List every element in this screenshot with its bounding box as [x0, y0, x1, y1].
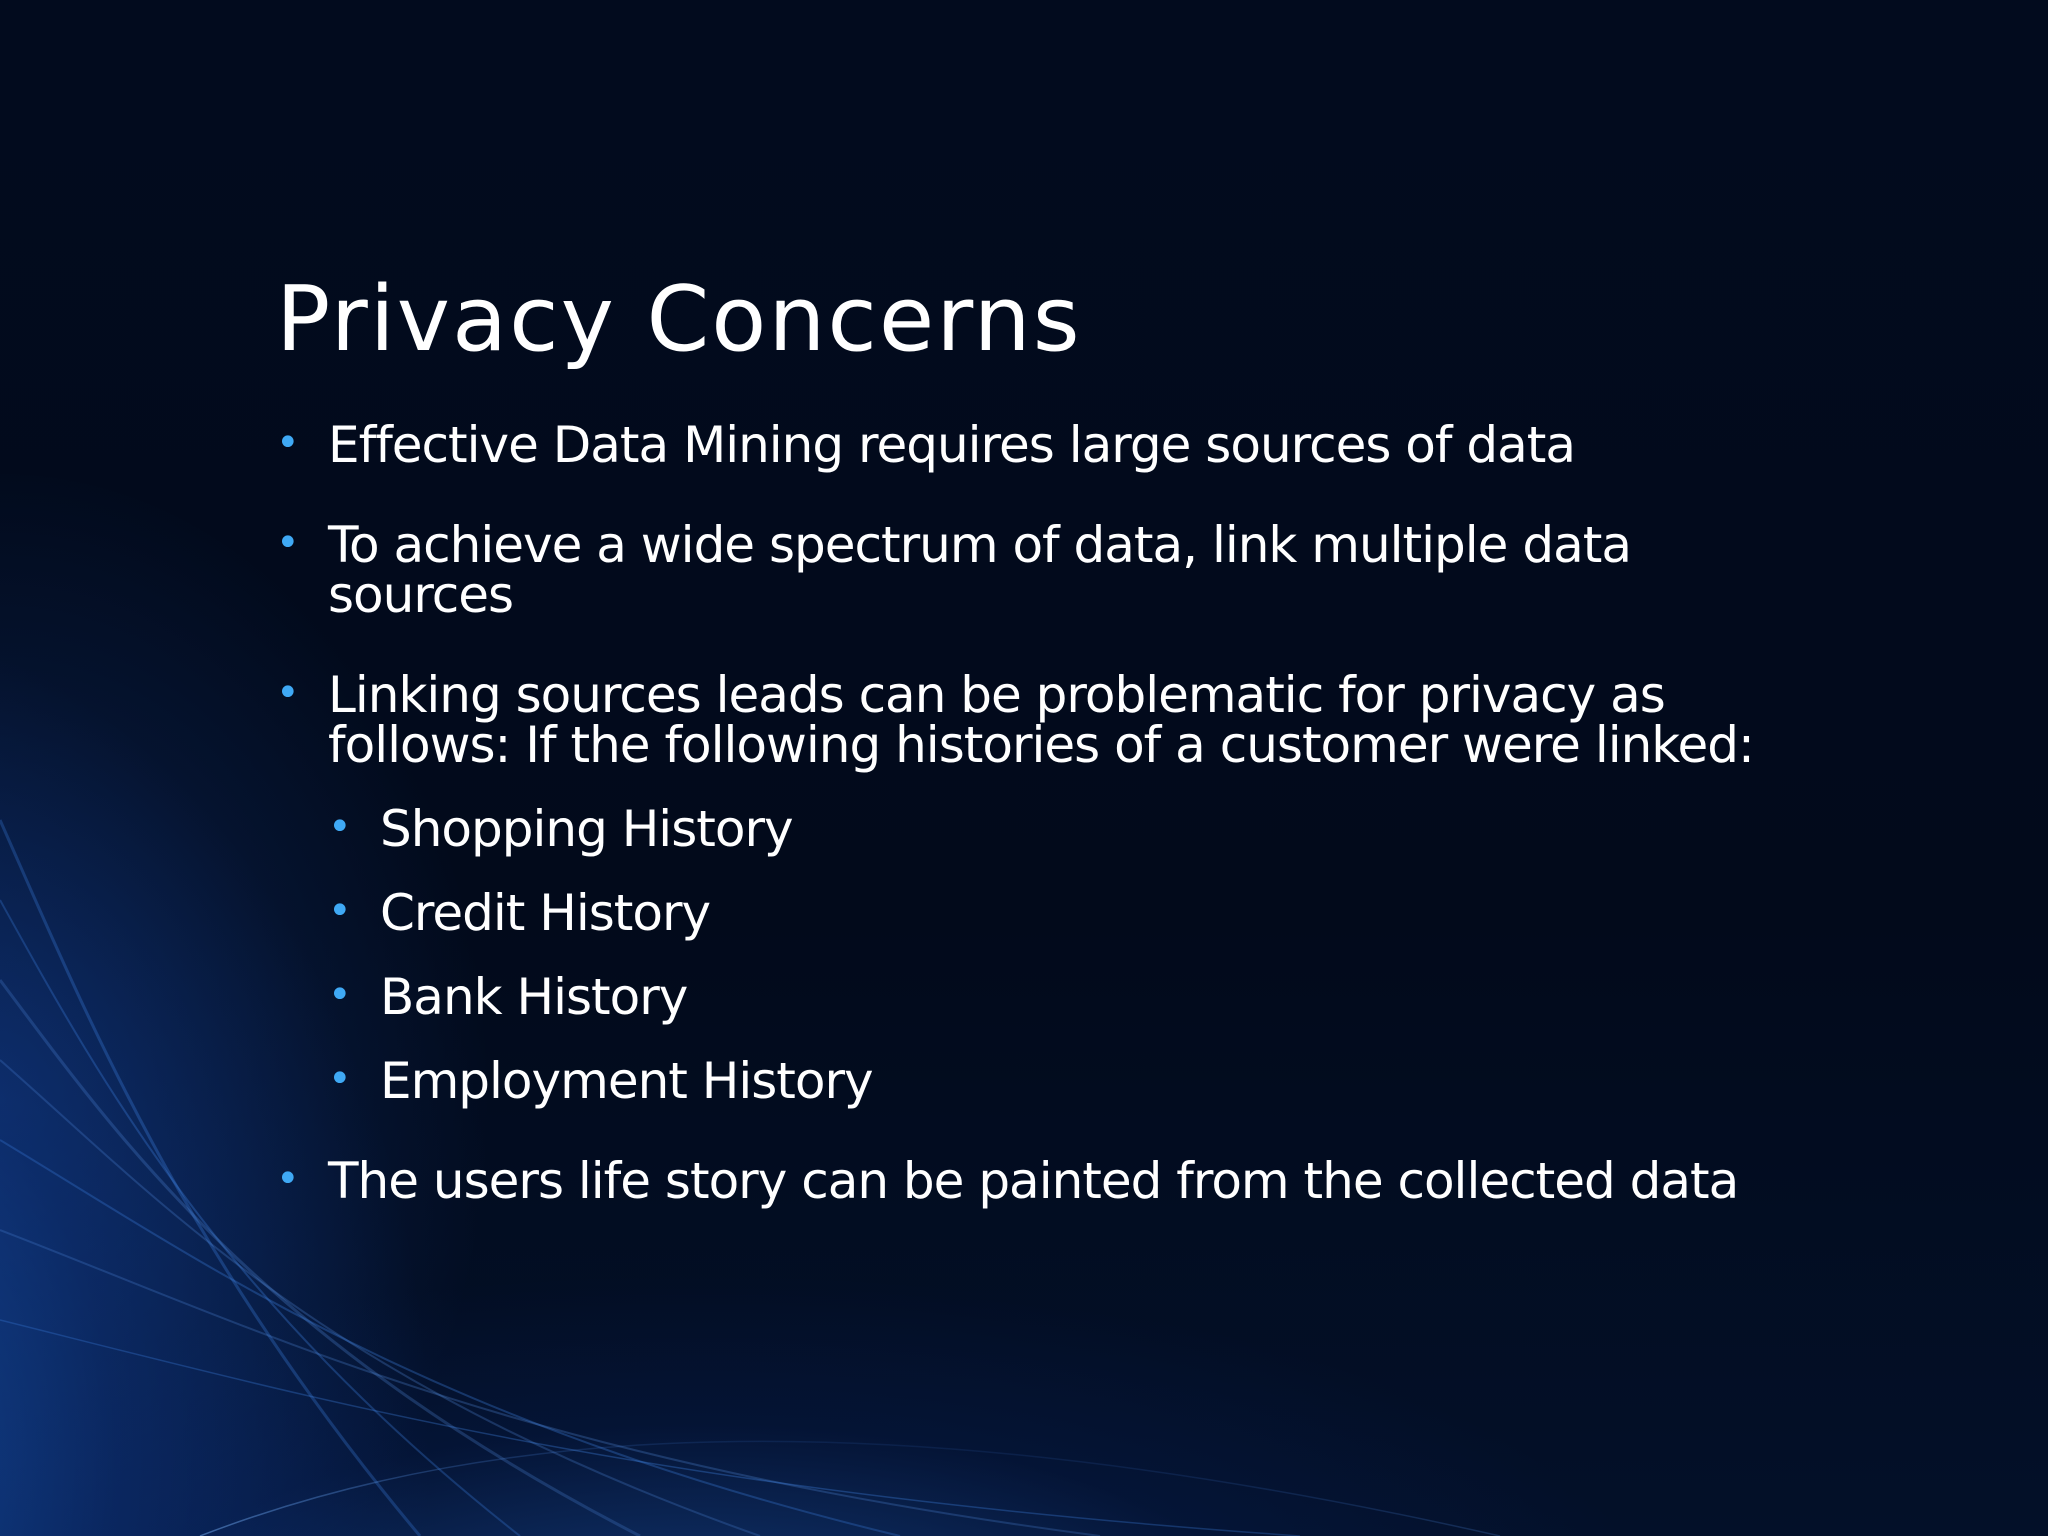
bullet-dot-icon: • — [328, 972, 351, 1018]
bullet-dot-icon: • — [276, 420, 299, 466]
bullet-text: The users life story can be painted from the collected data — [328, 1152, 1739, 1210]
slide-title: Privacy Concerns — [276, 267, 1082, 372]
bullet-item — [276, 516, 1776, 624]
sub-bullet-item — [276, 800, 1776, 858]
sub-bullet-item — [276, 968, 1776, 1026]
sub-bullet-text: Employment History — [380, 1052, 873, 1110]
bullet-dot-icon: • — [328, 804, 351, 850]
sub-bullet-item — [276, 884, 1776, 942]
bullet-text: To achieve a wide spectrum of data, link multiple data sources — [328, 516, 1631, 624]
bullet-item — [276, 666, 1776, 774]
sub-bullet-text: Bank History — [380, 968, 688, 1026]
bullet-list — [276, 416, 1776, 1210]
bullet-dot-icon: • — [328, 888, 351, 934]
bullet-text: Linking sources leads can be problematic for privacy as follows: If the following histories of a customer were linked: — [328, 666, 1754, 774]
bullet-item — [276, 416, 1776, 474]
bullet-item — [276, 1152, 1776, 1210]
sub-bullet-text: Shopping History — [380, 800, 793, 858]
bullet-dot-icon: • — [328, 1056, 351, 1102]
sub-bullet-item — [276, 1052, 1776, 1110]
bullet-dot-icon: • — [276, 520, 299, 566]
sub-bullet-text: Credit History — [380, 884, 711, 942]
bullet-dot-icon: • — [276, 670, 299, 716]
bullet-dot-icon: • — [276, 1156, 299, 1202]
bullet-text: Effective Data Mining requires large sources of data — [328, 416, 1575, 474]
